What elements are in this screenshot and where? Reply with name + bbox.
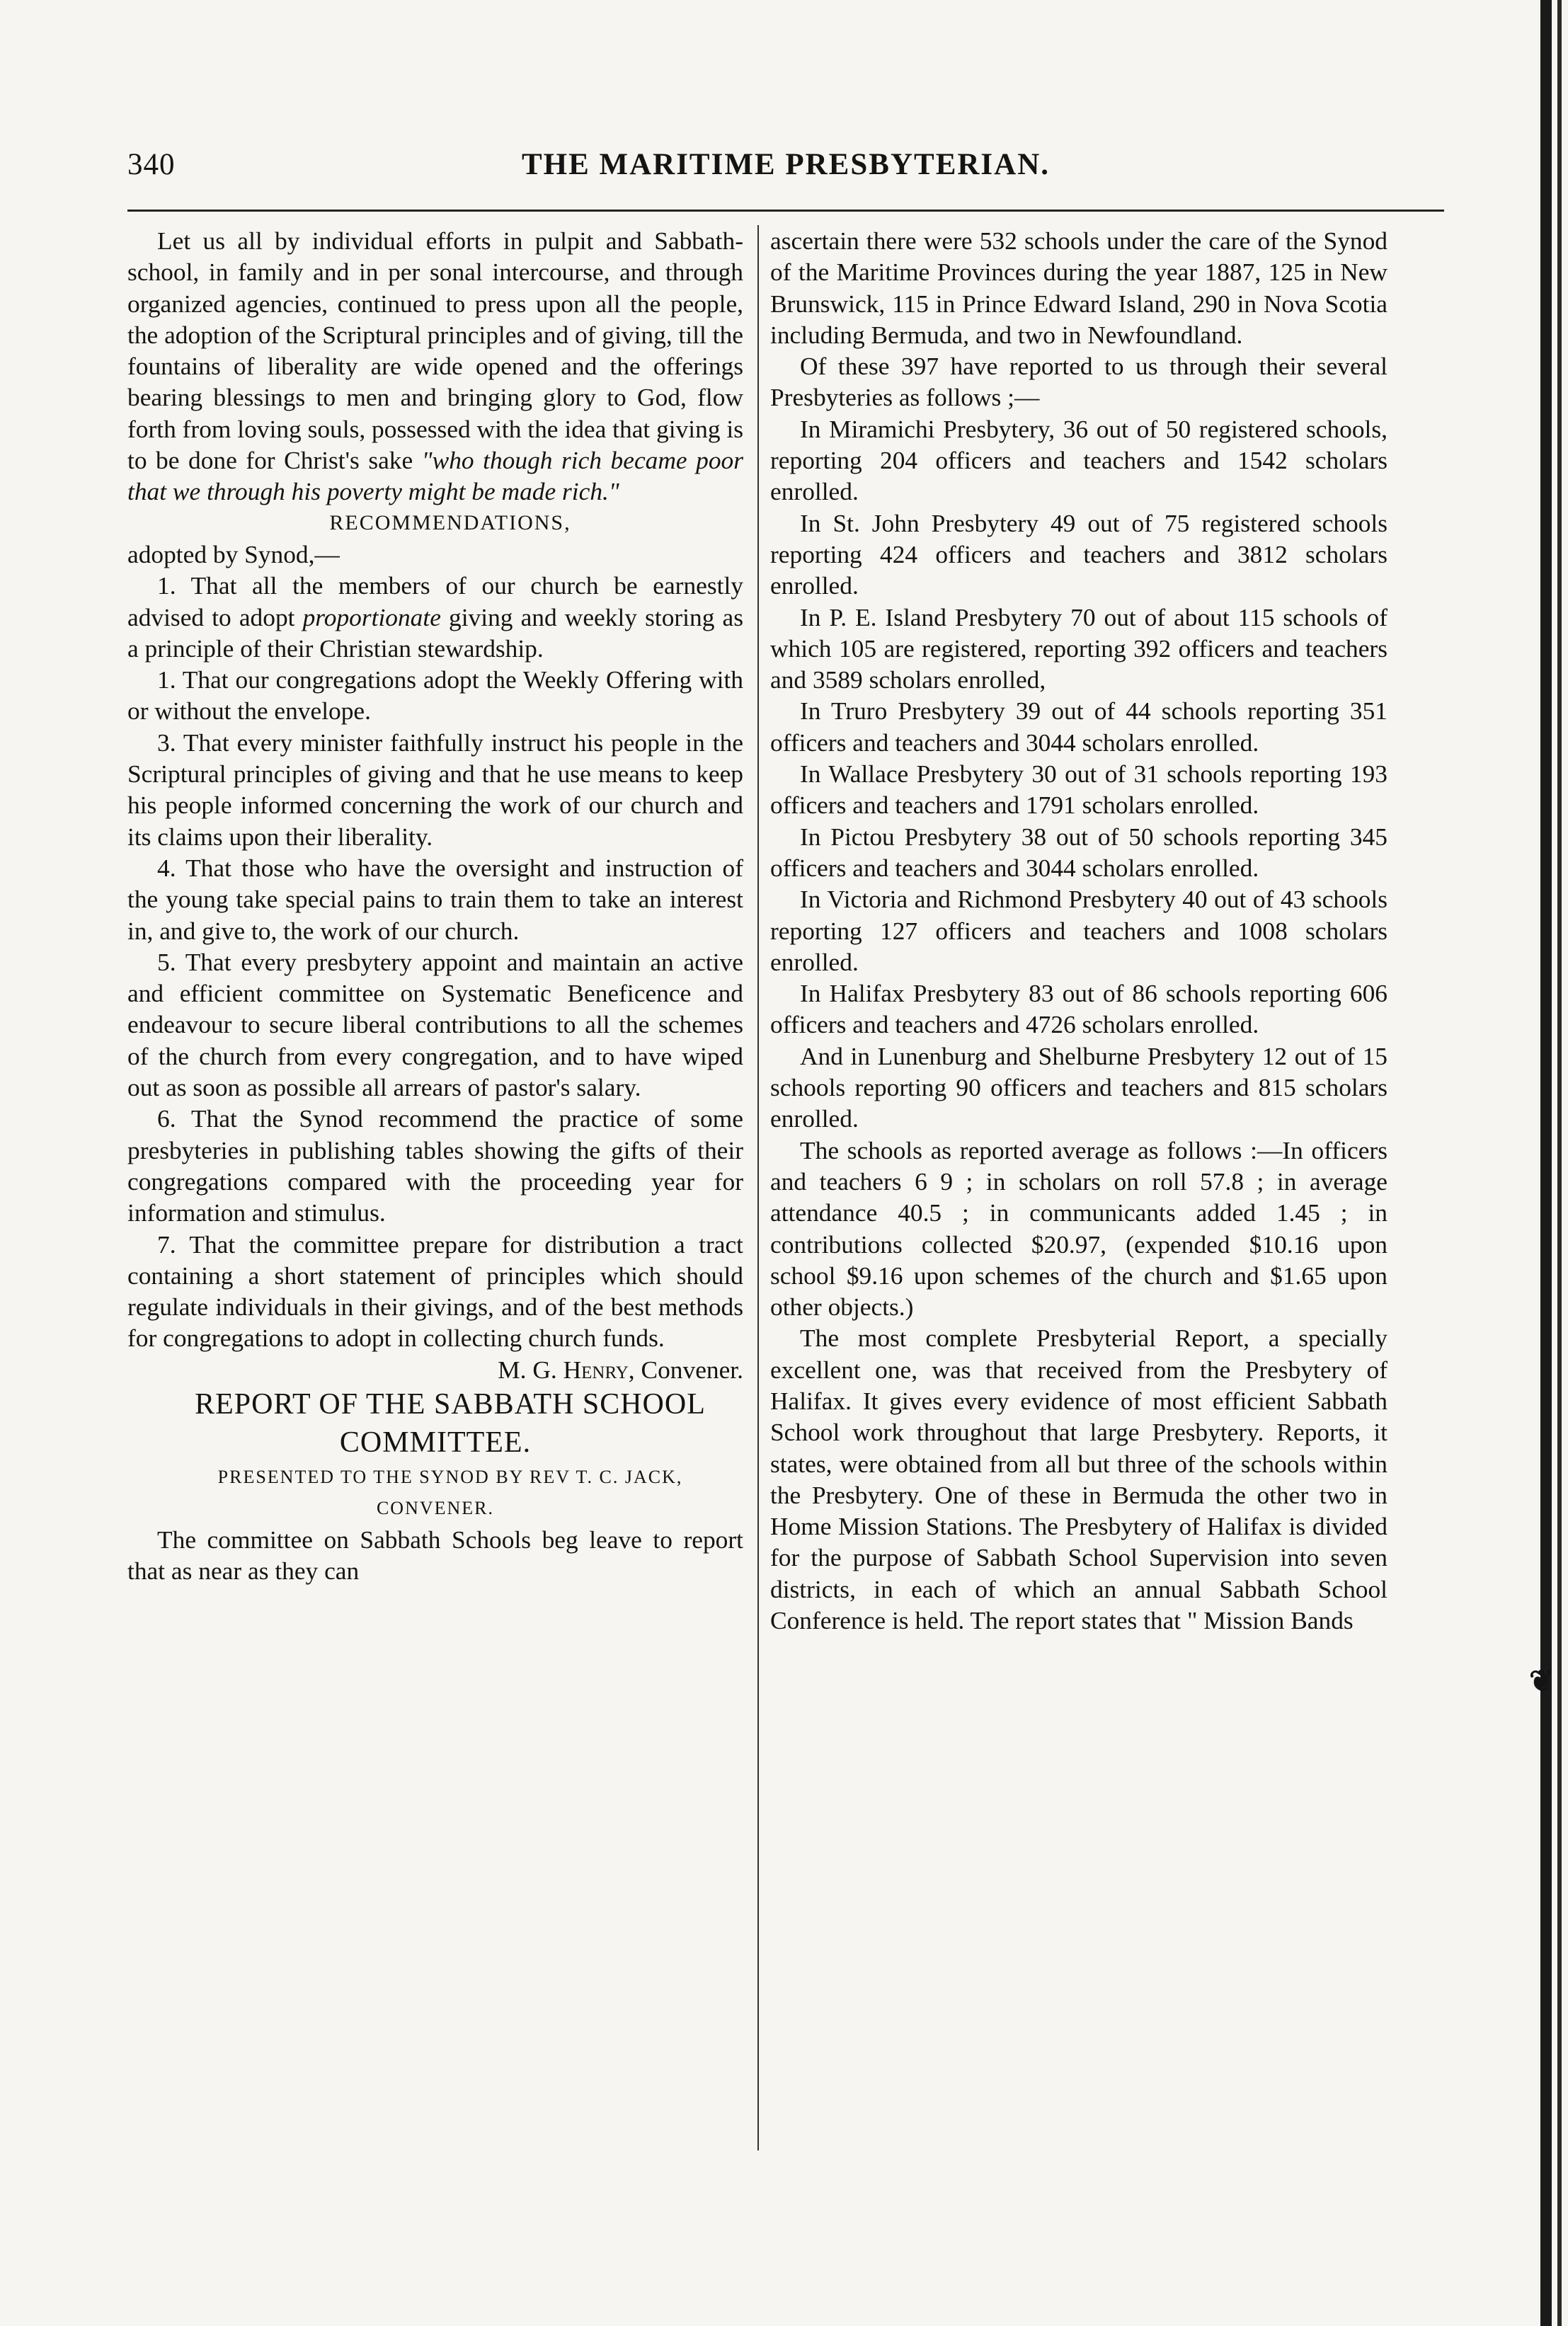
intro-paragraph (127, 225, 743, 508)
presbytery-miramichi: In Miramichi Presbytery, 36 out of 50 registered schools, reporting 204 officers and teachers and 1542 scholars enrolled. (770, 414, 1387, 506)
page-number: 340 (127, 148, 176, 181)
presbytery-st-john: In St. John Presbytery 49 out of 75 registered schools reporting 424 officers and teachers and 3812 scholars enrolled. (770, 508, 1387, 600)
running-title: THE MARITIME PRESBYTERIAN. (521, 148, 1051, 181)
recommendation-1 (127, 570, 743, 664)
presented-line: PRESENTED TO THE SYNOD BY REV T. C. JACK, CONVENER. (217, 1466, 683, 1518)
halifax-report-paragraph: The most complete Presbyterial Report, a specially excellent one, was that received from the Presbytery of Halifax. It gives every evidence of most efficient Sabbath School work throughout that large Presbytery. Reports, it states, were obtained from all but three of the schools within the Presbytery. One of these in Bermuda the other two in Home Mission Stations. The Presbytery of Halifax is divided for the purpose of Sabbath School Supervision into seven districts, in each of which an annual Sabbath School Conference is held. The report states that " Mission Bands (770, 1324, 1387, 1635)
presbytery-pictou: In Pictou Presbytery 38 out of 50 schools reporting 345 officers and teachers and 3044 scholars enrolled. (770, 822, 1387, 882)
column-divider (757, 225, 759, 2150)
presbytery-victoria-richmond: In Victoria and Richmond Presbytery 40 out of 43 schools reporting 127 officers and teachers and 1008 scholars enrolled. (770, 885, 1387, 976)
signature-role: Convener. (634, 1355, 743, 1384)
recommendation-7: 7. That the committee prepare for distribution a tract containing a short statement of principles which should regulate individuals in their givings, and of the best methods for congregations to adopt in collecting church funds. (127, 1230, 743, 1353)
report-continued: ascertain there were 532 schools under the care of the Synod of the Maritime Provinces during the year 1887, 125 in New Brunswick, 115 in Prince Edward Island, 290 in Nova Scotia including Bermuda, and two in Newfoundland. (770, 227, 1387, 349)
header-rule (127, 210, 1444, 212)
rec1-text-b: giving and weekly storing as a principle of their Christian stewardship. (127, 602, 743, 663)
right-column (770, 225, 1387, 1636)
page-edge-shadow (1540, 0, 1552, 2326)
adopted-line: adopted by Synod,— (127, 539, 340, 568)
recommendations-heading: RECOMMENDATIONS, (329, 510, 571, 534)
report-title: REPORT OF THE SABBATH SCHOOL COMMITTEE. (195, 1387, 706, 1459)
presbytery-lunenburg-shelburne: And in Lunenburg and Shelburne Presbytery 12 out of 15 schools reporting 90 officers and teachers and 815 scholars enrolled. (770, 1041, 1387, 1133)
margin-mark-icon: ❦ (1529, 1666, 1555, 1698)
page-edge-shadow-inner (1557, 0, 1562, 2326)
recommendation-4: 4. That those who have the oversight and instruction of the young take special pains to train them to take an interest in, and give to, the work of our church. (127, 853, 743, 945)
rec1-text-a: 1. That all the members of our church be earnestly advised to adopt (127, 571, 743, 631)
report-opening: The committee on Sabbath Schools beg leave to report that as near as they can (127, 1525, 743, 1586)
averages-paragraph: The schools as reported average as follows :—In officers and teachers 6 9 ; in scholars on roll 57.8 ; in average attendance 40.5 ; in communicants added 1.45 ; in contributions collected $20.97, (expended $10.16 upon school $9.16 upon schemes of the church and $1.65 upon other objects.) (770, 1135, 1387, 1322)
presbytery-pei: In P. E. Island Presbytery 70 out of about 115 schools of which 105 are registered, reporting 392 officers and teachers and 3589 scholars enrolled, (770, 602, 1387, 694)
intro-text: Let us all by individual efforts in pulpit and Sabbath-school, in family and in per sonal intercourse, and through organized agencies, continued to press upon all the people, the adoption of the Scriptural principles and of giving, till the fountains of liberality are wide opened and the offerings bearing blessings to men and bringing glory to God, flow forth from loving souls, possessed with the idea that giving is to be done for Christ's sake (127, 227, 743, 475)
presbytery-wallace: In Wallace Presbytery 30 out of 31 schools reporting 193 officers and teachers and 1791 scholars enrolled. (770, 760, 1387, 820)
presbytery-truro: In Truro Presbytery 39 out of 44 schools reporting 351 officers and teachers and 3044 scholars enrolled. (770, 697, 1387, 757)
page-header (127, 142, 1444, 191)
presbytery-halifax: In Halifax Presbytery 83 out of 86 schools reporting 606 officers and teachers and 4726 scholars enrolled. (770, 979, 1387, 1039)
recommendation-6: 6. That the Synod recommend the practice of some presbyteries in publishing tables showing the gifts of their congregations compared with the proceeding year for information and stimulus. (127, 1104, 743, 1227)
recommendation-5: 5. That every presbytery appoint and maintain an active and efficient committee on Systematic Beneficence and endeavour to secure liberal contributions to all the schemes of the church from every congregation, and to have wiped out as soon as possible all arrears of pastor's salary. (127, 947, 743, 1102)
signature (127, 1354, 743, 1385)
rec1-italic: proportionate (302, 602, 441, 631)
recommendation-2: 1. That our congregations adopt the Weekly Offering with or without the envelope. (127, 665, 743, 726)
left-column (127, 225, 743, 1587)
intro-quote: "who though rich became poor that we through his poverty might be made rich." (127, 446, 744, 506)
signature-name: M. G. Henry, (498, 1355, 635, 1384)
recommendation-3: 3. That every minister faithfully instruct his people in the Scriptural principles of giving and that he use means to keep his people informed concerning the work of our church and its claims upon their liberality. (127, 728, 743, 851)
report-paragraph: Of these 397 have reported to us through their several Presbyteries as follows ;— (770, 352, 1387, 412)
